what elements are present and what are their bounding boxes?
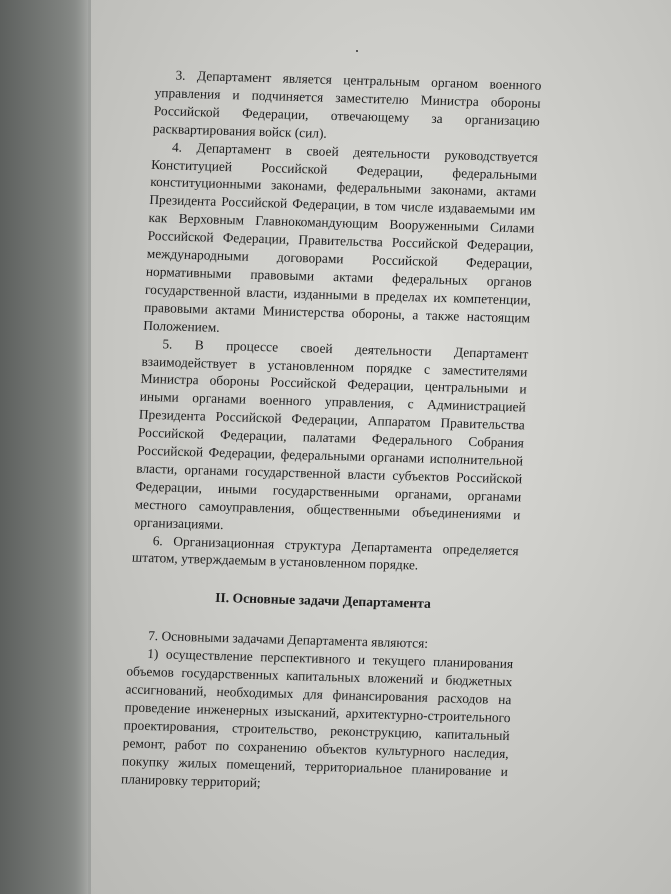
paragraph-3: 3. Департамент является центральным органом военного управления и подчиняется заместителю Министра обороны Российской Федерации, отвечающему за организацию расквартирования войск (сил). — [152, 67, 542, 141]
paragraph-7: 7. Основными задачами Департамента являются: — [147, 628, 429, 652]
section-heading: II. Основные задачи Департамента — [214, 590, 432, 612]
page-speck — [356, 50, 358, 52]
left-page-shadow — [0, 0, 100, 894]
paragraph-4: 4. Департамент в своей деятельности руководствуется Конституцией Российской Федерации, федеральными конституционными законами, федеральными законами, актами Президента Российской Федерации, в том числе издаваемыми им как Верховным Главнокомандующим Вооруженными Силами Российской Федерации, Правительства Российской Федерации, международными договорами Российской Федерации, нормативными правовыми актами федеральных органов государственной власти, изданными в пределах их компетенции, правовыми актами Министерства обороны, а также настоящим Положением. — [142, 139, 539, 335]
document-text — [121, 66, 542, 799]
paragraph-7-1: 1) осуществление перспективного и текущего планирования объемов государственных капитальных вложений и бюджетных ассигнований, необходимых для финансирования расходов на проведение инженерных изысканий, архитектурно-строительного проектирования, строительство, реконструкцию, капитальный ремонт, работ по сохранению объектов культурного наследия, покупку жилых помещений, территориальное планирование и планировку территорий; — [120, 646, 514, 790]
page-edge — [88, 0, 91, 894]
paragraph-5: 5. В процессе своей деятельности Департамент взаимодействует в установленном порядке с заместителями Министра обороны Российской Федерации, центральными и иными органами военного управления, с Администрацией Президента Российской Федерации, Аппаратом Правительства Российской Федерации, палатами Федерального Собрания Российской Федерации, федеральными органами исполнительной власти, органами государственной власти субъектов Российской Федерации, иными государственными органами, органами местного самоуправления, общественными объединениями и организациями. — [133, 335, 529, 532]
paragraph-6: 6. Организационная структура Департамента определяется штатом, утверждаемым в установленном порядке. — [131, 532, 520, 573]
